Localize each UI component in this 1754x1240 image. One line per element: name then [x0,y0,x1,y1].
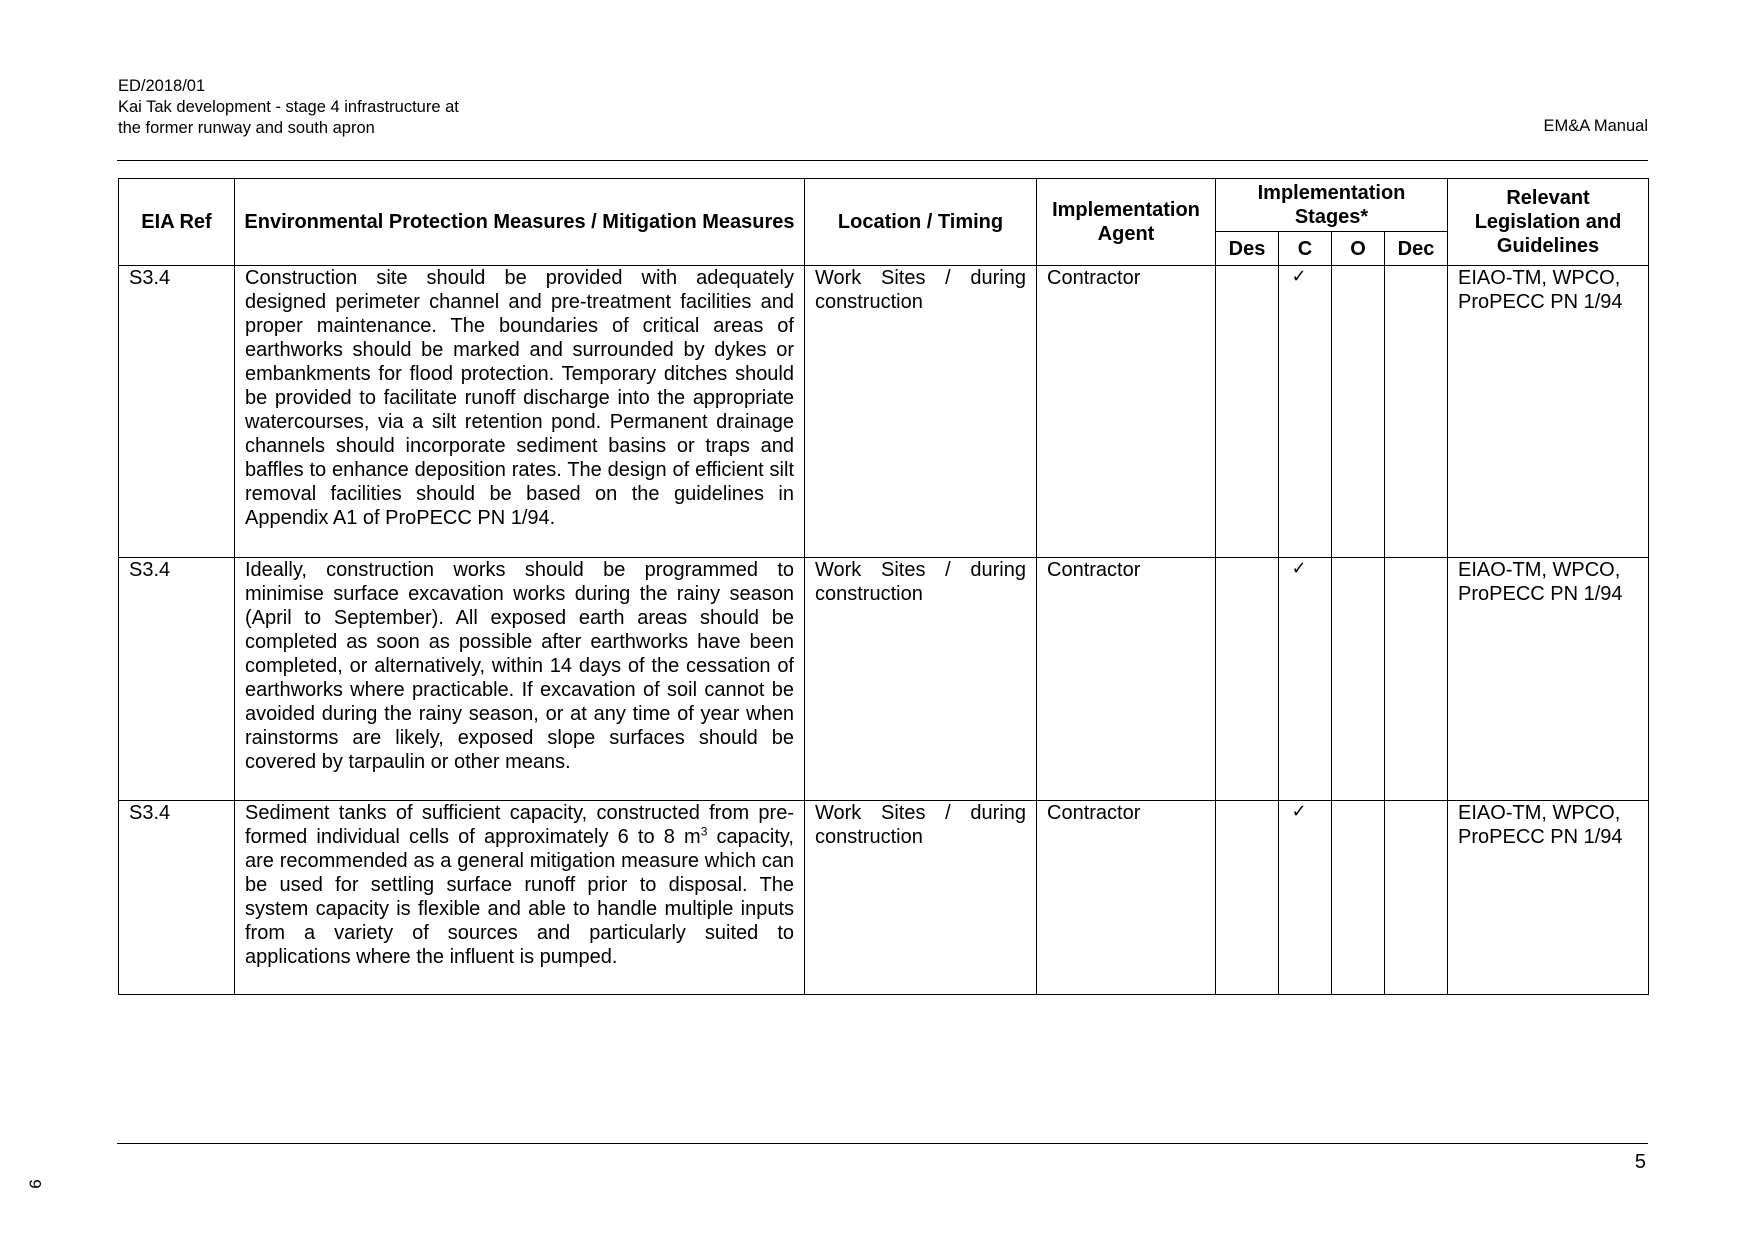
location-timing-cell: Work Sites / during construction [805,558,1037,801]
table-row [119,266,1649,558]
measure-cell: Construction site should be provided with adequately designed perimeter channel and pre-treatment facilities and proper maintenance. The boundaries of critical areas of earthworks should be marked and surrounded by dykes or embankments for flood protection. Temporary ditches should be provided to facilitate runoff discharge into the appropriate watercourses, via a silt retention pond. Permanent drainage channels should incorporate sediment basins or traps and baffles to enhance deposition rates. The design of efficient silt removal facilities should be based on the guidelines in Appendix A1 of ProPECC PN 1/94. [235,266,805,558]
column-header-location-timing: Location / Timing [805,179,1037,266]
checkmark-icon: ✓ [1291,266,1307,286]
column-header-implementation-stages: Implementation Stages* [1216,179,1448,232]
checkmark-icon: ✓ [1291,801,1307,821]
stage-dec-cell [1385,558,1448,801]
measure-cell [235,801,805,995]
cubic-superscript: 3 [700,824,708,839]
column-header-measures: Environmental Protection Measures / Mitigation Measures [235,179,805,266]
checkmark-icon: ✓ [1291,558,1307,578]
legislation-cell: EIAO-TM, WPCO, ProPECC PN 1/94 [1448,801,1649,995]
measure-cell: Ideally, construction works should be programmed to minimise surface excavation works during the rainy season (April to September). All exposed earth areas should be completed as soon as possible after earthworks have been completed, or alternatively, within 14 days of the cessation of earthworks where practicable. If excavation of soil cannot be avoided during the rainy season, or at any time of year when rainstorms are likely, exposed slope surfaces should be covered by tarpaulin or other means. [235,558,805,801]
footer-divider [117,1143,1648,1144]
measure-text-start: Sediment tanks of sufficient capacity, constructed from pre-formed individual cells of approximately 6 to 8 m [245,802,794,848]
document-reference: ED/2018/01 [118,77,206,95]
eia-ref-cell: S3.4 [119,558,235,801]
column-header-stage-dec: Dec [1385,232,1448,266]
implementation-agent-cell: Contractor [1037,801,1216,995]
document-header [118,76,459,139]
stage-dec-cell [1385,266,1448,558]
column-header-stage-c: C [1279,232,1332,266]
stage-c-cell [1279,801,1332,995]
column-header-stage-o: O [1332,232,1385,266]
legislation-cell: EIAO-TM, WPCO, ProPECC PN 1/94 [1448,266,1649,558]
stage-des-cell [1216,801,1279,995]
stage-c-cell [1279,266,1332,558]
column-header-eia-ref: EIA Ref [119,179,235,266]
eia-ref-cell: S3.4 [119,801,235,995]
column-header-stage-des: Des [1216,232,1279,266]
measure-text-end: capacity, are recommended as a general mitigation measure which can be used for settling surface runoff prior to disposal. The system capacity is flexible and able to handle multiple inputs from a variety of sources and particularly suited to applications where the influent is pumped. [245,826,794,968]
eia-ref-cell: S3.4 [119,266,235,558]
page-number: 5 [1634,1151,1646,1173]
location-timing-cell: Work Sites / during construction [805,801,1037,995]
document-title-line-2: the former runway and south apron [118,119,375,137]
stage-des-cell [1216,558,1279,801]
stage-dec-cell [1385,801,1448,995]
table-row [119,558,1649,801]
stage-o-cell [1332,801,1385,995]
column-header-implementation-agent: Implementation Agent [1037,179,1216,266]
legislation-cell: EIAO-TM, WPCO, ProPECC PN 1/94 [1448,558,1649,801]
location-timing-cell: Work Sites / during construction [805,266,1037,558]
side-margin-mark: 9 [25,1179,45,1189]
stage-o-cell [1332,558,1385,801]
stage-o-cell [1332,266,1385,558]
stage-des-cell [1216,266,1279,558]
table-row [119,801,1649,995]
stage-c-cell [1279,558,1332,801]
header-divider [117,160,1648,161]
document-title-line-1: Kai Tak development - stage 4 infrastructure at [118,98,459,116]
implementation-agent-cell: Contractor [1037,266,1216,558]
manual-name: EM&A Manual [1543,117,1648,135]
implementation-agent-cell: Contractor [1037,558,1216,801]
column-header-relevant-legislation: Relevant Legislation and Guidelines [1448,179,1649,266]
mitigation-measures-table [118,178,1649,995]
